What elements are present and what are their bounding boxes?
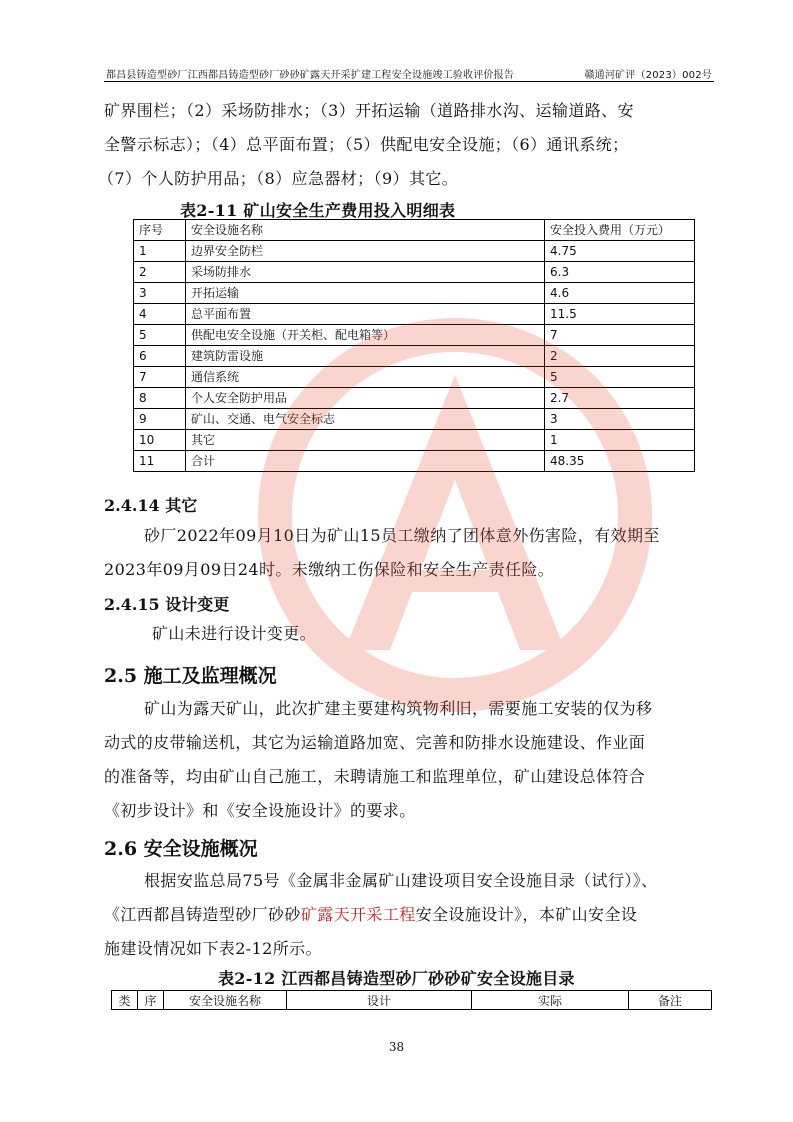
- row-cost: 5: [545, 367, 695, 388]
- row-cost: 2.7: [545, 388, 695, 409]
- text-span: 《江西都昌铸造型砂厂砂砂: [104, 905, 301, 924]
- paragraph-line: 动式的皮带输送机，其它为运输道路加宽、完善和防排水设施建设、作业面: [104, 733, 646, 752]
- row-cost: 11.5: [545, 304, 695, 325]
- section-2-6-heading: 2.6 安全设施概况: [104, 838, 258, 860]
- intro-paragraph: [98, 94, 716, 196]
- section-2-5-heading: 2.5 施工及监理概况: [104, 665, 277, 687]
- paragraph-line: 《初步设计》和《安全设施设计》的要求。: [104, 801, 416, 820]
- paragraph-line: 根据安监总局75号《金属非金属矿山建设项目安全设施目录（试行）》、: [144, 871, 658, 890]
- row-index: 8: [134, 388, 186, 409]
- section-2-6-body: [104, 864, 716, 966]
- row-cost: 4.75: [545, 241, 695, 262]
- row-name: 其它: [186, 430, 545, 451]
- header-cell-category: 类: [112, 991, 138, 1010]
- paragraph-line: 矿山未进行设计变更。: [152, 624, 317, 643]
- header-cell-index: 序号: [134, 220, 186, 241]
- row-index: 9: [134, 409, 186, 430]
- paragraph-line: 砂厂2022年09月10日为矿山15员工缴纳了团体意外伤害险，有效期至: [144, 526, 660, 545]
- row-name: 合计: [186, 451, 545, 472]
- section-2-4-15-heading: 2.4.15 设计变更: [104, 595, 230, 614]
- paragraph-line: 矿山为露天矿山，此次扩建主要建构筑物利旧，需要施工安装的仅为移: [144, 699, 653, 718]
- header-cell-cost: 安全投入费用（万元）: [545, 220, 695, 241]
- table-2-12-caption: 表2-12 江西都昌铸造型砂厂砂砂矿安全设施目录: [218, 969, 575, 988]
- section-2-4-14-body: [104, 519, 716, 587]
- row-name: 通信系统: [186, 367, 545, 388]
- row-index: 11: [134, 451, 186, 472]
- row-name: 供配电安全设施（开关柜、配电箱等）: [186, 325, 545, 346]
- row-cost: 3: [545, 409, 695, 430]
- row-index: 2: [134, 262, 186, 283]
- table-row: [134, 430, 695, 451]
- row-name: 采场防排水: [186, 262, 545, 283]
- header-cell-index: 序: [138, 991, 164, 1010]
- row-index: 5: [134, 325, 186, 346]
- table-row: [134, 388, 695, 409]
- intro-line: 矿界围栏；（2）采场防排水；（3）开拓运输（道路排水沟、运输道路、安: [104, 101, 634, 120]
- table-row: [134, 283, 695, 304]
- row-cost: 1: [545, 430, 695, 451]
- table-row: [134, 304, 695, 325]
- header-cell-design: 设计: [287, 991, 472, 1010]
- header-cell-actual: 实际: [472, 991, 629, 1010]
- highlighted-text: 矿露天开采工程: [300, 905, 416, 924]
- row-cost: 7: [545, 325, 695, 346]
- safety-facility-table: [111, 990, 712, 1010]
- row-cost: 4.6: [545, 283, 695, 304]
- text-span: 安全设施设计》，本矿山安全设: [415, 905, 638, 924]
- paragraph-line: [104, 898, 716, 932]
- table-header-row: [112, 991, 712, 1010]
- row-name: 总平面布置: [186, 304, 545, 325]
- row-index: 1: [134, 241, 186, 262]
- row-name: 边界安全防栏: [186, 241, 545, 262]
- intro-line: 全警示标志）；（4）总平面布置；（5）供配电安全设施；（6）通讯系统；: [104, 135, 629, 154]
- row-name: 建筑防雷设施: [186, 346, 545, 367]
- table-row: [134, 409, 695, 430]
- header-report-title: 都昌县铸造型砂厂江西都昌铸造型砂厂砂砂矿露天开采扩建工程安全设施竣工验收评价报告: [106, 70, 514, 81]
- row-name: 开拓运输: [186, 283, 545, 304]
- intro-line: （7）个人防护用品；（8）应急器材；（9）其它。: [98, 169, 459, 188]
- safety-cost-table: [133, 219, 695, 472]
- row-name: 矿山、交通、电气安全标志: [186, 409, 545, 430]
- row-index: 10: [134, 430, 186, 451]
- header-cell-remark: 备注: [629, 991, 712, 1010]
- row-cost: 6.3: [545, 262, 695, 283]
- table-row: [134, 262, 695, 283]
- table-row: [134, 367, 695, 388]
- table-2-11-caption: 表2-11 矿山安全生产费用投入明细表: [180, 201, 456, 220]
- section-2-5-body: [104, 692, 716, 828]
- header-cell-name: 安全设施名称: [186, 220, 545, 241]
- table-row-total: [134, 451, 695, 472]
- table-row: [134, 325, 695, 346]
- paragraph-line: 施建设情况如下表2-12所示。: [104, 939, 322, 958]
- row-index: 7: [134, 367, 186, 388]
- table-row: [134, 241, 695, 262]
- row-index: 3: [134, 283, 186, 304]
- row-cost: 48.35: [545, 451, 695, 472]
- section-2-4-14-heading: 2.4.14 其它: [104, 496, 198, 515]
- header-divider: [104, 81, 714, 82]
- table-header-row: [134, 220, 695, 241]
- page-header: [106, 66, 712, 81]
- row-index: 4: [134, 304, 186, 325]
- row-name: 个人安全防护用品: [186, 388, 545, 409]
- row-index: 6: [134, 346, 186, 367]
- section-2-4-15-body: [104, 617, 716, 651]
- page-number: 38: [388, 1040, 405, 1054]
- header-report-number: 赣通河矿评（2023）002号: [584, 70, 712, 81]
- row-cost: 2: [545, 346, 695, 367]
- paragraph-line: 的准备等，均由矿山自己施工，未聘请施工和监理单位，矿山建设总体符合: [104, 767, 646, 786]
- header-cell-name: 安全设施名称: [164, 991, 287, 1010]
- table-row: [134, 346, 695, 367]
- paragraph-line: 2023年09月09日24时。未缴纳工伤保险和安全生产责任险。: [104, 560, 555, 579]
